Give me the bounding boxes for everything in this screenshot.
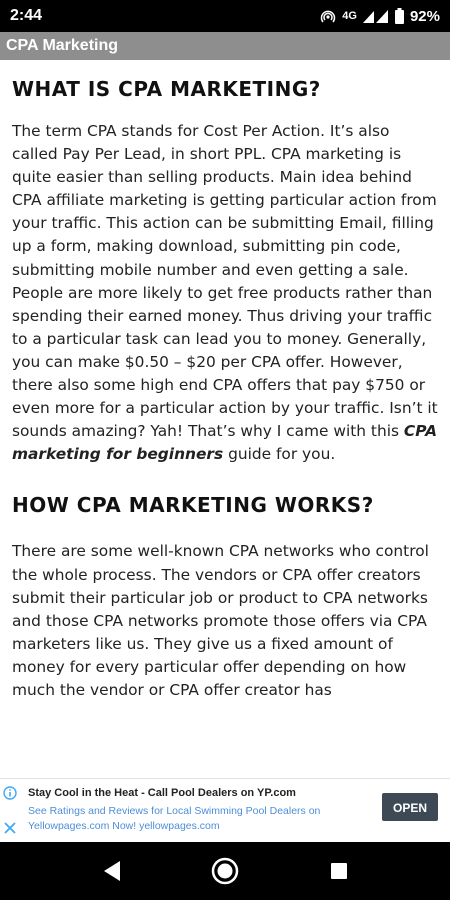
paragraph-1-text: The term CPA stands for Cost Per Action. It’s also called Pay Per Lead, in short PPL. CPA marketing is quite easier than selling products. Main idea behind CPA affiliate marketing is getting particular action from your traffic. This action can be submitting Email, filling up a form, making download, submitting pin code, submitting mobile number and even getting a sale. People are more likely to get free products rather than spending their earned money. Thus driving your traffic to a particular task can lead you to money. Generally, you can make $0.50 – $20 per CPA offer. However, there also some high end CPA offers that pay $750 or even more for a particular action by your traffic. Isn’t it sounds amazing? Yah! That’s why I came with this [12,122,438,441]
paragraph-1-end: guide for you. [223,445,336,464]
paragraph-1-emphasis: CPA marketing for beginners [12,422,437,464]
status-indicators [320,8,440,25]
ad-open-button[interactable]: OPEN [382,793,438,821]
app-title: CPA Marketing [6,37,119,54]
ad-description[interactable]: See Ratings and Reviews for Local Swimming Pool Dealers on Yellowpages.com Now! yellowpages.com [28,805,321,832]
recents-icon[interactable] [324,856,354,890]
article-heading-what-is-cpa: WHAT IS CPA MARKETING? [12,77,321,101]
article-paragraph-1 [12,120,438,466]
navigation-bar [0,842,450,900]
adchoices-info-icon[interactable] [3,785,21,804]
status-bar [0,0,450,32]
back-icon[interactable] [98,856,128,890]
article-paragraph-2: There are some well-known CPA networks who control the whole process. The vendors or CPA offer creators submit their particular job or product to CPA networks and those CPA networks promote those offers via CPA marketers like us. They give us a fixed amount of money for every particular offer depending on how much the vendor or CPA offer creator has [12,542,429,699]
app-bar [0,32,450,60]
battery-icon [395,8,404,24]
battery-percent: 92% [409,7,440,25]
ad-title[interactable]: Stay Cool in the Heat - Call Pool Dealers on YP.com [28,787,296,799]
status-time: 2:44 [10,7,43,24]
article-heading-how-cpa-works: HOW CPA MARKETING WORKS? [12,493,374,518]
ad-icons [3,785,21,839]
close-icon[interactable] [3,820,21,839]
ad-banner[interactable] [0,778,450,842]
cell-signal-icon [363,8,389,24]
article-content[interactable] [0,60,450,778]
home-icon[interactable] [210,856,240,890]
network-type: 4G [342,10,357,22]
hotspot-icon [320,8,336,24]
